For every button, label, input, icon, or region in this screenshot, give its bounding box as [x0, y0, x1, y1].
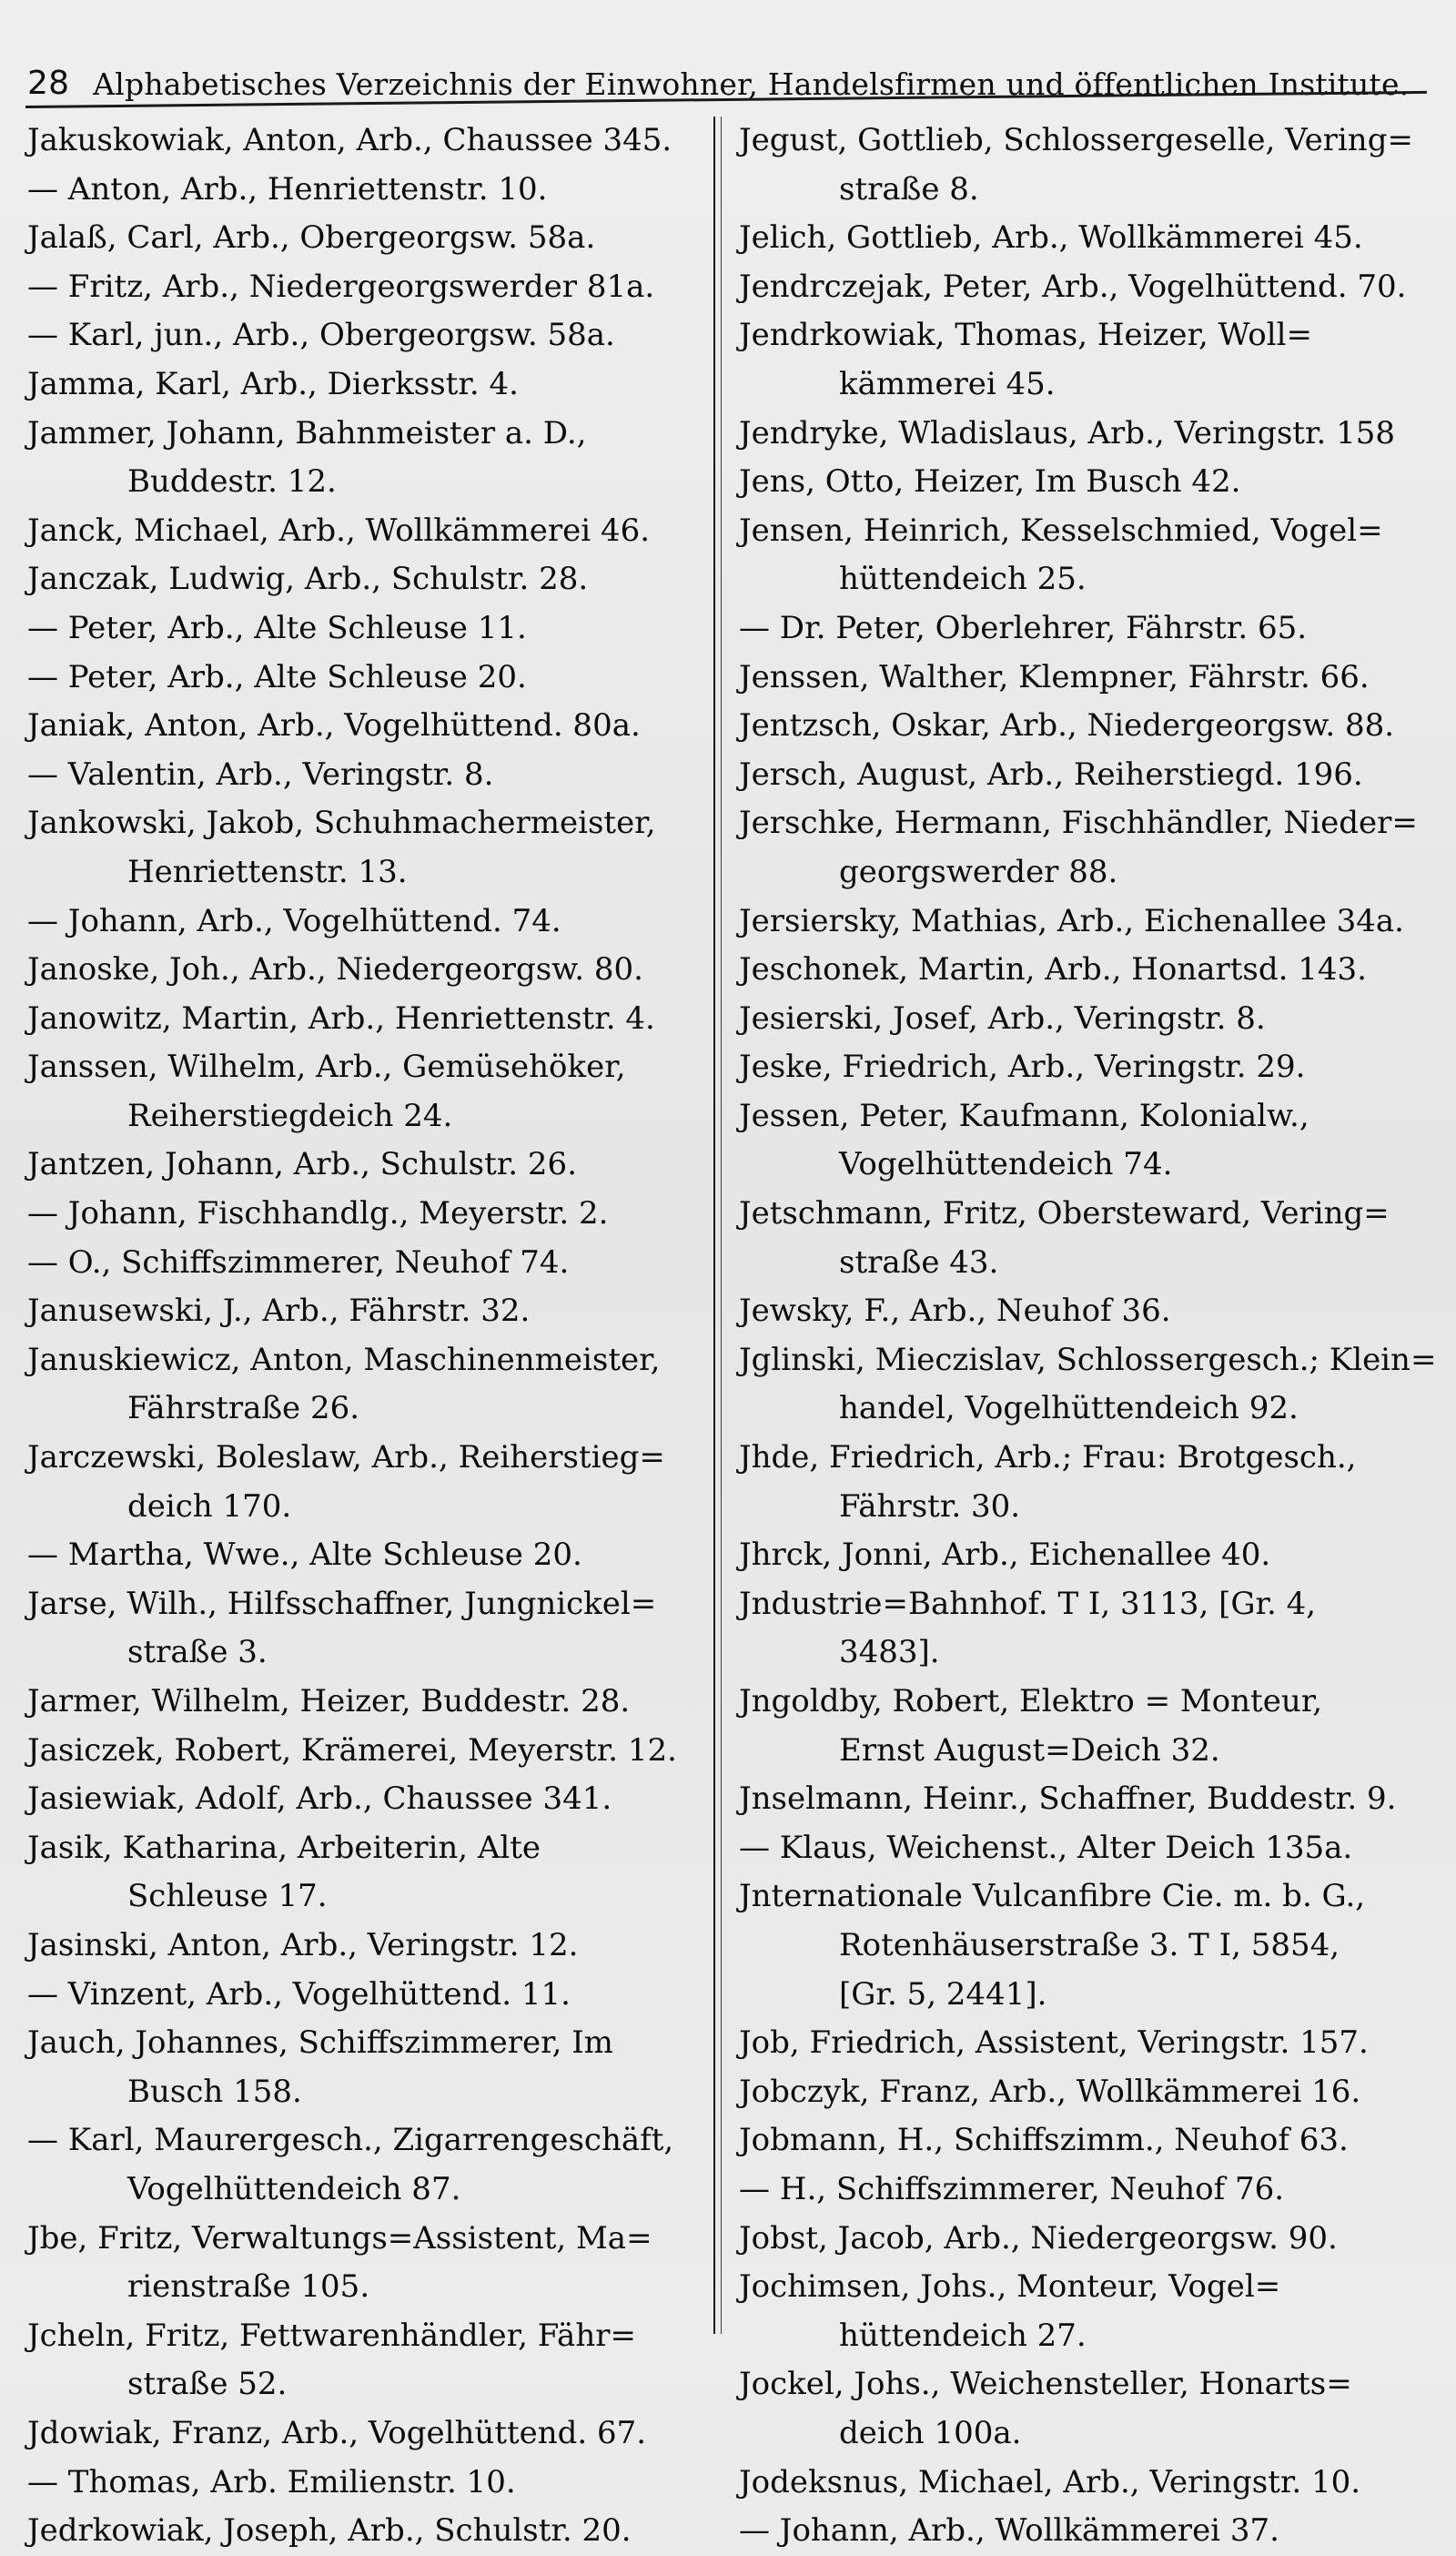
directory-entry: — Fritz, Arb., Niedergeorgswerder 81a. [27, 268, 655, 305]
directory-entry: Jobmann, H., Schiffszimm., Neuhof 63. [739, 2122, 1349, 2159]
directory-entry: Jenssen, Walther, Klempner, Fährstr. 66. [739, 658, 1370, 695]
page-header [27, 36, 1420, 102]
directory-entry: — Peter, Arb., Alte Schleuse 11. [27, 609, 527, 646]
directory-entry: Jbe, Fritz, Verwaltungs=Assistent, Ma= [27, 2219, 652, 2257]
directory-entry: Jendryke, Wladislaus, Arb., Veringstr. 158 [739, 414, 1395, 451]
directory-entry: Jodeksnus, Michael, Arb., Veringstr. 10. [739, 2463, 1361, 2500]
entry-continuation: Schleuse 17. [127, 1878, 328, 1915]
directory-entry: Jeschonek, Martin, Arb., Honartsd. 143. [739, 951, 1367, 989]
entry-continuation: straße 8. [839, 170, 979, 208]
directory-entry: — Klaus, Weichenst., Alter Deich 135a. [739, 1829, 1353, 1866]
directory-entry: Jarse, Wilh., Hilfsschaffner, Jungnickel= [27, 1585, 657, 1622]
entry-continuation: kämmerei 45. [839, 365, 1056, 402]
directory-entry: Jochimsen, Johs., Monteur, Vogel= [739, 2268, 1281, 2306]
directory-entry: Jentzsch, Oskar, Arb., Niedergeorgsw. 88. [739, 707, 1395, 745]
directory-entry: Jarczewski, Boleslaw, Arb., Reiherstieg= [27, 1439, 665, 1476]
directory-entry: Jankowski, Jakob, Schuhmachermeister, [27, 805, 656, 842]
directory-entry: Janiak, Anton, Arb., Vogelhüttend. 80a. [27, 707, 641, 745]
directory-entry: Jnselmann, Heinr., Schaffner, Buddestr. 9. [739, 1780, 1397, 1818]
directory-entry: — Thomas, Arb. Emilienstr. 10. [27, 2463, 516, 2500]
directory-entry: Janowitz, Martin, Arb., Henriettenstr. 4. [27, 999, 655, 1037]
entry-continuation: straße 52. [127, 2366, 288, 2403]
directory-entry: Jdowiak, Franz, Arb., Vogelhüttend. 67. [27, 2414, 647, 2451]
directory-entry: Jarmer, Wilhelm, Heizer, Buddestr. 28. [27, 1683, 631, 1719]
directory-entry: Jelich, Gottlieb, Arb., Wollkämmerei 45. [739, 219, 1363, 257]
entry-continuation: Vogelhüttendeich 87. [127, 2170, 461, 2207]
entry-continuation: straße 3. [127, 1634, 268, 1671]
directory-entry: Jersiersky, Mathias, Arb., Eichenallee 34a. [739, 902, 1404, 939]
directory-entry: Jhrck, Jonni, Arb., Eichenallee 40. [739, 1537, 1271, 1574]
entry-continuation: deich 100a. [839, 2414, 1022, 2451]
directory-entry: Jobst, Jacob, Arb., Niedergeorgsw. 90. [739, 2219, 1338, 2257]
entry-continuation: [Gr. 5, 2441]. [839, 1975, 1047, 2013]
entry-continuation: hüttendeich 25. [839, 561, 1087, 598]
right-column [739, 117, 1440, 2556]
directory-entry: — Dr. Peter, Oberlehrer, Fährstr. 65. [739, 609, 1308, 646]
directory-entry: Jasiczek, Robert, Krämerei, Meyerstr. 12. [27, 1731, 677, 1769]
directory-entry: — Johann, Arb., Wollkämmerei 37. [739, 2512, 1279, 2550]
entry-continuation: 3483]. [839, 1634, 940, 1671]
column-divider [713, 117, 715, 2334]
entry-continuation: Vogelhüttendeich 74. [839, 1146, 1173, 1183]
directory-entry: — H., Schiffszimmerer, Neuhof 76. [739, 2170, 1285, 2207]
directory-entry: Janczak, Ludwig, Arb., Schulstr. 28. [27, 561, 589, 598]
entry-continuation: Fährstraße 26. [127, 1390, 360, 1427]
directory-entry: Job, Friedrich, Assistent, Veringstr. 157. [739, 2024, 1369, 2062]
directory-entry: Jasinski, Anton, Arb., Veringstr. 12. [27, 1926, 579, 1963]
directory-entry: Jendrczejak, Peter, Arb., Vogelhüttend. 70. [739, 268, 1407, 305]
page-title: Alphabetisches Verzeichnis der Einwohner, Handelsfirmen und öffentlichen Institute. [93, 66, 1410, 102]
directory-entry: — Karl, Maurergesch., Zigarrengeschäft, [27, 2122, 674, 2159]
entry-continuation: Henriettenstr. 13. [127, 853, 408, 890]
directory-entry: Janoske, Joh., Arb., Niedergeorgsw. 80. [27, 951, 643, 989]
left-column [27, 117, 701, 2556]
directory-entry: — Johann, Arb., Vogelhüttend. 74. [27, 902, 561, 939]
directory-entry: — Anton, Arb., Henriettenstr. 10. [27, 170, 548, 208]
entry-continuation: deich 170. [127, 1487, 292, 1525]
directory-entry: Jobczyk, Franz, Arb., Wollkämmerei 16. [739, 2073, 1361, 2110]
directory-entry: Jglinski, Mieczislav, Schlossergesch.; Klein= [739, 1341, 1437, 1378]
entry-continuation: Busch 158. [127, 2073, 302, 2110]
directory-entry: — Karl, jun., Arb., Obergeorgsw. 58a. [27, 317, 615, 354]
directory-entry: Jensen, Heinrich, Kesselschmied, Vogel= [739, 512, 1383, 549]
column-divider-inner [721, 117, 722, 2334]
directory-entry: Jendrkowiak, Thomas, Heizer, Woll= [739, 317, 1312, 354]
directory-entry: Janusewski, J., Arb., Fährstr. 32. [27, 1293, 531, 1330]
directory-entry: — O., Schiffszimmerer, Neuhof 74. [27, 1243, 570, 1281]
entry-continuation: Rotenhäuserstraße 3. T I, 5854, [839, 1926, 1340, 1963]
entry-continuation: rienstraße 105. [127, 2268, 370, 2306]
directory-entry: Jessen, Peter, Kaufmann, Kolonialw., [739, 1097, 1309, 1134]
directory-entry: Janck, Michael, Arb., Wollkämmerei 46. [27, 512, 651, 549]
directory-entry: Jockel, Johs., Weichensteller, Honarts= [739, 2366, 1352, 2403]
directory-entry: Jens, Otto, Heizer, Im Busch 42. [739, 463, 1241, 501]
directory-entry: Jetschmann, Fritz, Obersteward, Vering= [739, 1195, 1390, 1232]
entry-continuation: handel, Vogelhüttendeich 92. [839, 1390, 1299, 1427]
directory-entry: Jammer, Johann, Bahnmeister a. D., [27, 414, 587, 451]
entry-continuation: hüttendeich 27. [839, 2317, 1087, 2354]
directory-entry: Jauch, Johannes, Schiffszimmerer, Im [27, 2024, 613, 2062]
directory-entry: Jakuskowiak, Anton, Arb., Chaussee 345. [27, 122, 672, 158]
directory-entry: Jndustrie=Bahnhof. T I, 3113, [Gr. 4, [739, 1585, 1317, 1622]
directory-entry: Jngoldby, Robert, Elektro = Monteur, [739, 1683, 1323, 1719]
directory-entry: Jerschke, Hermann, Fischhändler, Nieder= [739, 805, 1418, 842]
directory-entry: Jedrkowiak, Joseph, Arb., Schulstr. 20. [27, 2512, 632, 2550]
directory-entry: Jasik, Katharina, Arbeiterin, Alte [27, 1829, 541, 1866]
directory-entry: Janssen, Wilhelm, Arb., Gemüsehöker, [27, 1049, 626, 1086]
directory-entry: Jcheln, Fritz, Fettwarenhändler, Fähr= [27, 2317, 636, 2354]
directory-entry: Januskiewicz, Anton, Maschinenmeister, [27, 1341, 661, 1378]
directory-entry: Jewsky, F., Arb., Neuhof 36. [739, 1293, 1171, 1330]
directory-entry: Jnternationale Vulcanfibre Cie. m. b. G., [739, 1878, 1366, 1915]
directory-entry: Jamma, Karl, Arb., Dierksstr. 4. [27, 365, 519, 402]
directory-entry: Jasiewiak, Adolf, Arb., Chaussee 341. [27, 1780, 612, 1818]
directory-entry: Jesierski, Josef, Arb., Veringstr. 8. [739, 999, 1266, 1037]
entry-continuation: Ernst August=Deich 32. [839, 1731, 1220, 1769]
entry-continuation: Reiherstiegdeich 24. [127, 1097, 453, 1134]
entry-continuation: Buddestr. 12. [127, 463, 337, 501]
page-number: 28 [27, 65, 70, 102]
entry-continuation: Fährstr. 30. [839, 1487, 1021, 1525]
entry-continuation: straße 43. [839, 1243, 999, 1281]
directory-entry: Jantzen, Johann, Arb., Schulstr. 26. [27, 1146, 577, 1183]
directory-entry: Jeske, Friedrich, Arb., Veringstr. 29. [739, 1049, 1306, 1086]
directory-entry: — Vinzent, Arb., Vogelhüttend. 11. [27, 1975, 571, 2013]
directory-entry: — Johann, Fischhandlg., Meyerstr. 2. [27, 1195, 609, 1232]
directory-entry: — Valentin, Arb., Veringstr. 8. [27, 756, 494, 793]
directory-entry: — Peter, Arb., Alte Schleuse 20. [27, 658, 527, 695]
entry-continuation: georgswerder 88. [839, 853, 1118, 890]
directory-entry: — Martha, Wwe., Alte Schleuse 20. [27, 1537, 582, 1574]
directory-entry: Jersch, August, Arb., Reiherstiegd. 196. [739, 756, 1363, 793]
directory-entry: Jegust, Gottlieb, Schlossergeselle, Vering= [739, 122, 1413, 158]
directory-entry: Jalaß, Carl, Arb., Obergeorgsw. 58a. [27, 219, 596, 257]
directory-entry: Jhde, Friedrich, Arb.; Frau: Brotgesch., [739, 1439, 1357, 1476]
